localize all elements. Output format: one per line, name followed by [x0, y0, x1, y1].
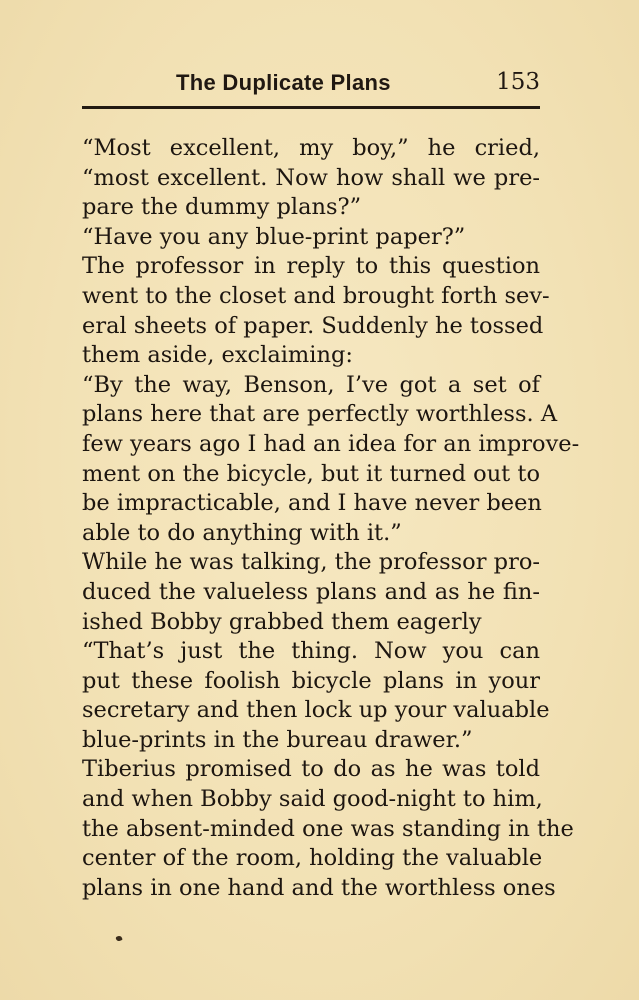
text-line: pare the dummy plans?” [82, 194, 362, 221]
text-line: plans in one hand and the worthless ones [82, 874, 556, 901]
text-line: secretary and then lock up your valuable [82, 697, 550, 724]
text-line: and when Bobby said good-night to him, [82, 786, 543, 813]
text-line: few years ago I had an idea for an improve- [82, 430, 580, 457]
text-line: center of the room, holding the valuable [82, 845, 543, 872]
text-line: the absent-minded one was standing in the [82, 815, 574, 842]
text-line: “Have you any blue-print paper?” [82, 223, 466, 250]
text-line: Tiberius promised to do as he was told [82, 756, 540, 783]
text-line: The professor in reply to this question [82, 253, 540, 280]
text-line: blue-prints in the bureau drawer.” [82, 726, 473, 753]
chapter-title: The Duplicate Plans [176, 70, 391, 95]
header-rule [82, 106, 540, 109]
text-line: While he was talking, the professor pro- [82, 549, 540, 576]
text-line: be impracticable, and I have never been [82, 490, 542, 517]
body-text [82, 134, 580, 903]
text-line: put these foolish bicycle plans in your [82, 667, 540, 694]
text-line: plans here that are perfectly worthless. A [82, 401, 558, 428]
running-header [82, 66, 540, 102]
ink-speck [115, 935, 122, 942]
page-number: 153 [496, 69, 540, 95]
text-line: “most excellent. Now how shall we pre- [82, 164, 540, 191]
text-line: went to the closet and brought forth sev- [82, 282, 550, 309]
text-line: eral sheets of paper. Suddenly he tossed [82, 312, 544, 339]
text-line: ished Bobby grabbed them eagerly [82, 608, 482, 635]
text-line: “That’s just the thing. Now you can [82, 638, 540, 665]
text-line: “Most excellent, my boy,” he cried, [82, 135, 540, 161]
text-line: able to do anything with it.” [82, 519, 402, 546]
text-line: duced the valueless plans and as he fin- [82, 578, 540, 605]
text-line: ment on the bicycle, but it turned out to [82, 460, 540, 487]
text-line: “By the way, Benson, I’ve got a set of [82, 371, 540, 398]
text-line: them aside, exclaiming: [82, 342, 353, 369]
